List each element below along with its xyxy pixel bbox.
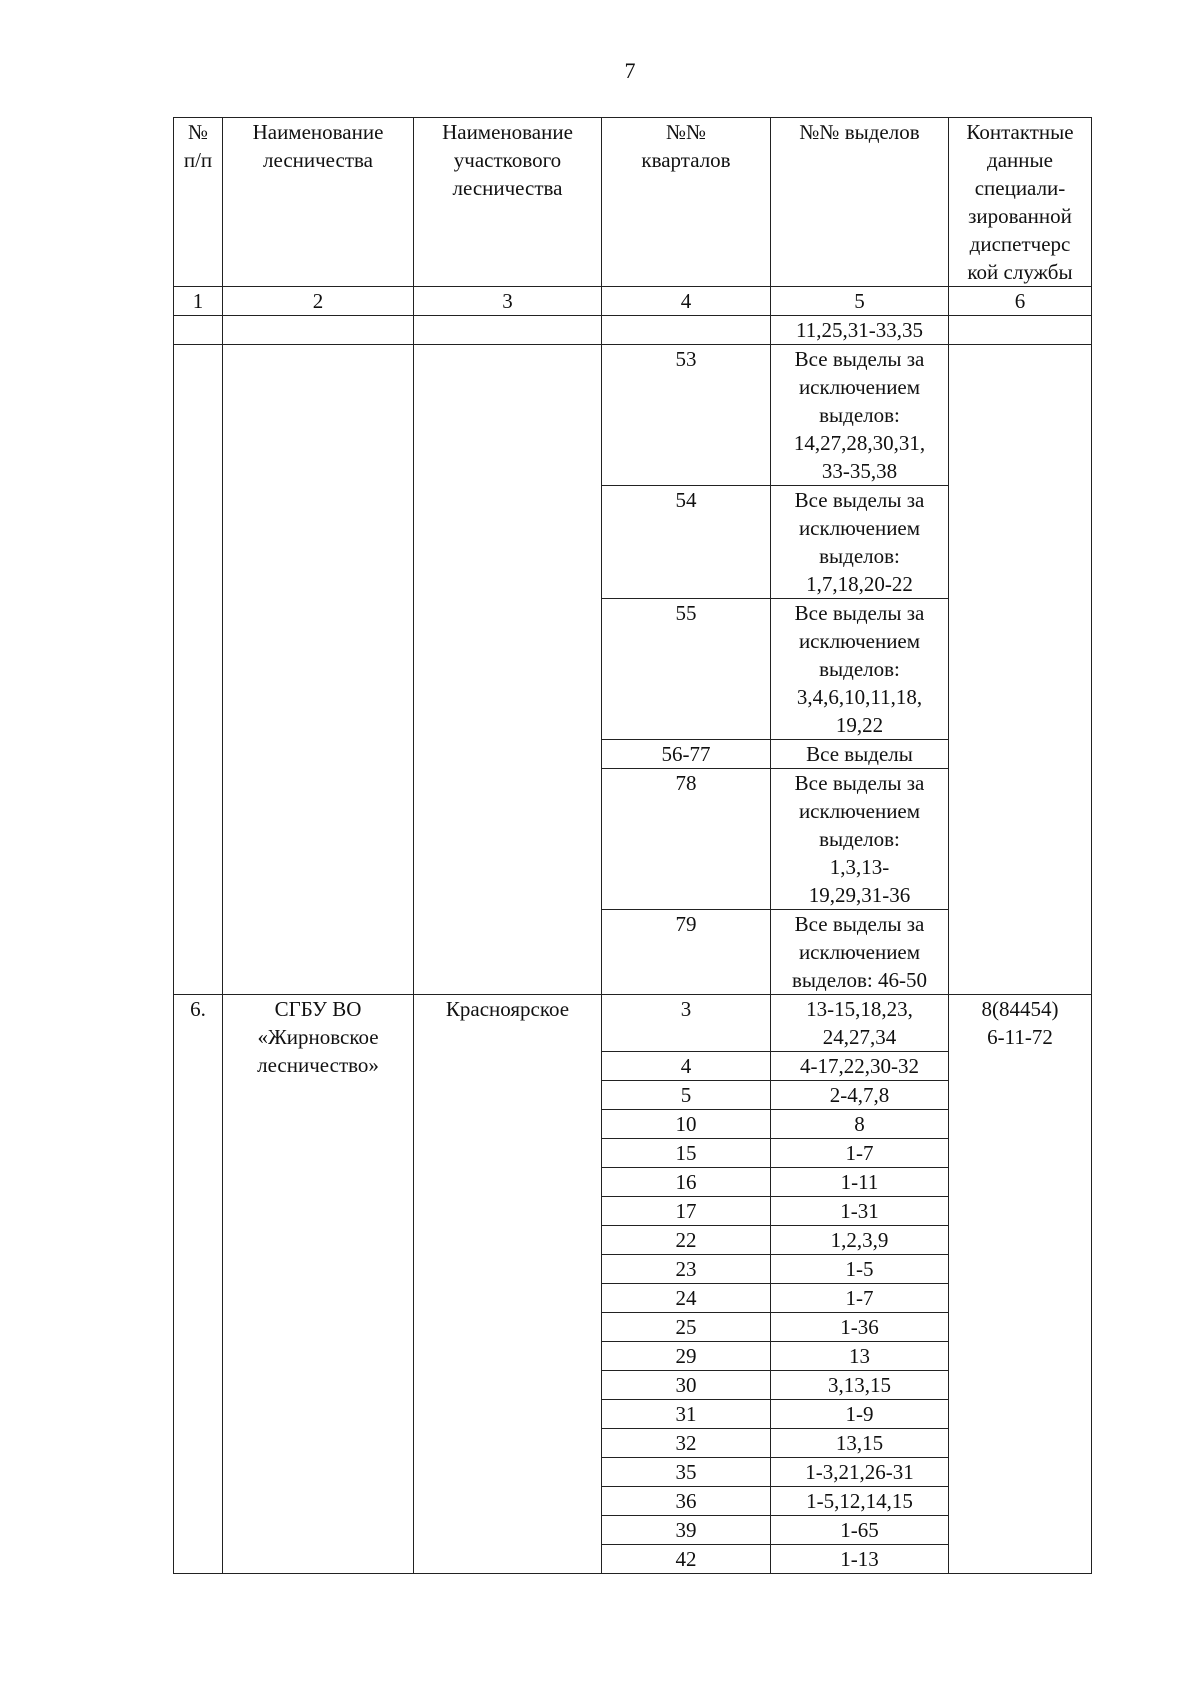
header-kvartals: №№ кварталов: [602, 118, 771, 287]
kvartal-cell: 53: [602, 345, 771, 486]
kvartal-cell: 54: [602, 486, 771, 599]
vydels-cell: 2-4,7,8: [771, 1081, 949, 1110]
empty-cell: [414, 316, 602, 345]
kvartal-cell: 39: [602, 1516, 771, 1545]
vydels-cell: 1-65: [771, 1516, 949, 1545]
kvartal-cell: 24: [602, 1284, 771, 1313]
vydels-cell: 1-36: [771, 1313, 949, 1342]
kvartal-cell: 4: [602, 1052, 771, 1081]
table-row: [174, 345, 1092, 486]
vydels-cell: Все выделы за исключением выделов: 1,7,18,20-22: [771, 486, 949, 599]
num-cell: 6.: [174, 995, 223, 1574]
kvartal-cell: 25: [602, 1313, 771, 1342]
kvartal-cell: 23: [602, 1255, 771, 1284]
vydels-cell: Все выделы за исключением выделов: 46-50: [771, 910, 949, 995]
vydels-cell: 1-5,12,14,15: [771, 1487, 949, 1516]
district-cell: [414, 345, 602, 995]
vydels-cell: 1-7: [771, 1139, 949, 1168]
kvartal-cell: 32: [602, 1429, 771, 1458]
forestry-name-cell: [223, 345, 414, 995]
vydels-cell: 11,25,31-33,35: [771, 316, 949, 345]
kvartal-cell: 56-77: [602, 740, 771, 769]
vydels-cell: 1-3,21,26-31: [771, 1458, 949, 1487]
vydels-cell: 1,2,3,9: [771, 1226, 949, 1255]
vydels-cell: 13: [771, 1342, 949, 1371]
vydels-cell: Все выделы за исключением выделов: 3,4,6,10,11,18, 19,22: [771, 599, 949, 740]
col-number: 1: [174, 287, 223, 316]
header-vydels: №№ выделов: [771, 118, 949, 287]
district-cell: Красноярское: [414, 995, 602, 1574]
continuation-row: [174, 316, 1092, 345]
header-contacts: Контактные данные специали- зированной диспетчерс кой службы: [949, 118, 1092, 287]
header-district-name: Наименование участкового лесничества: [414, 118, 602, 287]
vydels-cell: Все выделы за исключением выделов: 1,3,13- 19,29,31-36: [771, 769, 949, 910]
kvartal-cell: 35: [602, 1458, 771, 1487]
vydels-cell: 1-31: [771, 1197, 949, 1226]
vydels-cell: Все выделы за исключением выделов: 14,27,28,30,31, 33-35,38: [771, 345, 949, 486]
vydels-cell: 3,13,15: [771, 1371, 949, 1400]
kvartal-cell: 16: [602, 1168, 771, 1197]
vydels-cell: 8: [771, 1110, 949, 1139]
kvartal-cell: 30: [602, 1371, 771, 1400]
col-number: 4: [602, 287, 771, 316]
vydels-cell: 1-7: [771, 1284, 949, 1313]
col-number: 6: [949, 287, 1092, 316]
vydels-cell: 1-9: [771, 1400, 949, 1429]
kvartal-cell: 3: [602, 995, 771, 1052]
vydels-cell: Все выделы: [771, 740, 949, 769]
page-number: 7: [624, 58, 636, 83]
forestry-table: [173, 117, 1092, 1574]
empty-cell: [223, 316, 414, 345]
col-number: 2: [223, 287, 414, 316]
contact-cell: 8(84454) 6-11-72: [949, 995, 1092, 1574]
empty-cell: [949, 316, 1092, 345]
kvartal-cell: 36: [602, 1487, 771, 1516]
table-row: [174, 995, 1092, 1052]
kvartal-cell: 42: [602, 1545, 771, 1574]
col-number: 5: [771, 287, 949, 316]
vydels-cell: 1-5: [771, 1255, 949, 1284]
kvartal-cell: 15: [602, 1139, 771, 1168]
num-cell: [174, 345, 223, 995]
vydels-cell: 13-15,18,23, 24,27,34: [771, 995, 949, 1052]
column-number-row: [174, 287, 1092, 316]
col-number: 3: [414, 287, 602, 316]
empty-cell: [602, 316, 771, 345]
vydels-cell: 1-13: [771, 1545, 949, 1574]
kvartal-cell: 29: [602, 1342, 771, 1371]
forestry-name-cell: СГБУ ВО «Жирновское лесничество»: [223, 995, 414, 1574]
kvartal-cell: 55: [602, 599, 771, 740]
vydels-cell: 13,15: [771, 1429, 949, 1458]
kvartal-cell: 79: [602, 910, 771, 995]
header-forestry-name: Наименование лесничества: [223, 118, 414, 287]
vydels-cell: 4-17,22,30-32: [771, 1052, 949, 1081]
kvartal-cell: 5: [602, 1081, 771, 1110]
kvartal-cell: 22: [602, 1226, 771, 1255]
contact-cell: [949, 345, 1092, 995]
kvartal-cell: 10: [602, 1110, 771, 1139]
kvartal-cell: 78: [602, 769, 771, 910]
kvartal-cell: 31: [602, 1400, 771, 1429]
kvartal-cell: 17: [602, 1197, 771, 1226]
header-num: № п/п: [174, 118, 223, 287]
vydels-cell: 1-11: [771, 1168, 949, 1197]
empty-cell: [174, 316, 223, 345]
header-row: [174, 118, 1092, 287]
